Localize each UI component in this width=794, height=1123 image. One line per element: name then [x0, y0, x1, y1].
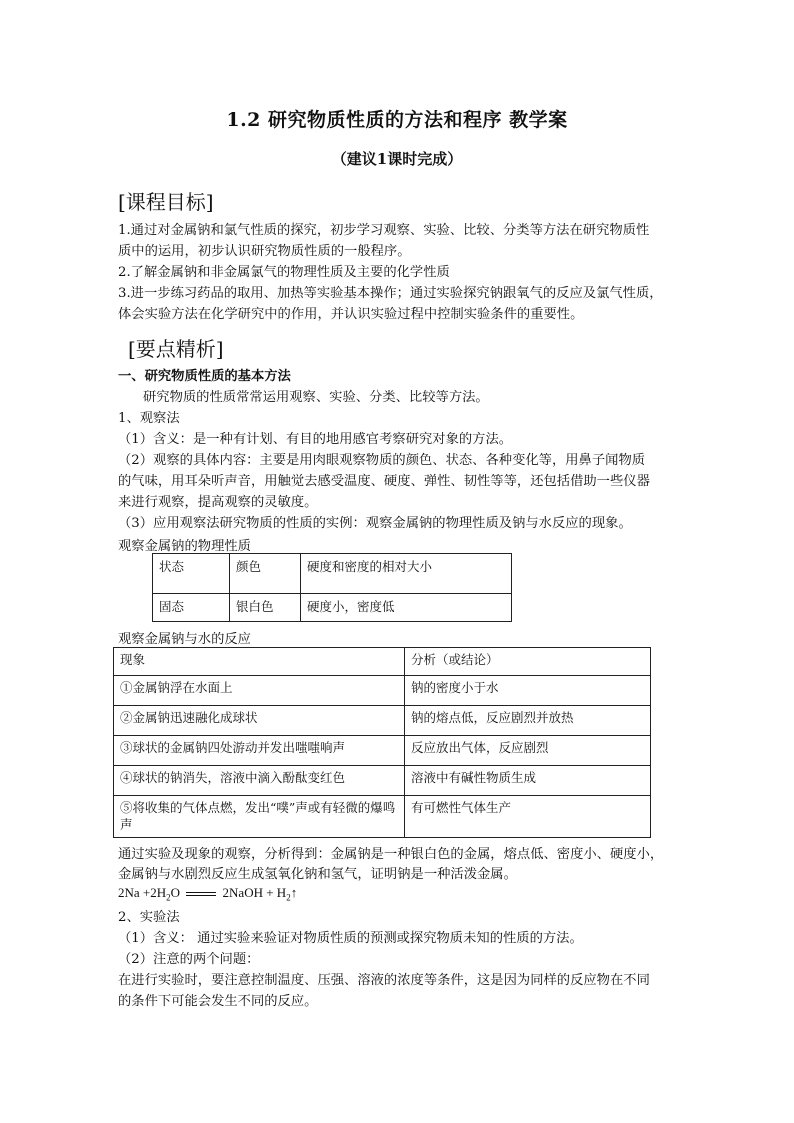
- body-line: （1）含义：是一种有计划、有目的地用感官考察研究对象的方法。: [118, 432, 513, 447]
- body-line: 的条件下可能会发生不同的反应。: [118, 994, 318, 1009]
- table2-caption: 观察金属钠与水的反应: [118, 632, 251, 647]
- gas-arrow-icon: ↑: [290, 885, 298, 900]
- table-cell: ①金属钠浮在水面上: [114, 676, 405, 706]
- page-title: 1.2 研究物质性质的方法和程序 教学案: [226, 109, 568, 131]
- table-header-cell: 状态: [153, 554, 230, 594]
- body-line: 的气味，用耳朵听声音，用触觉去感受温度、硬度、弹性、韧性等等，还包括借助一些仪器: [118, 474, 650, 489]
- body-line: 通过实验及现象的观察，分析得到：金属钠是一种银白色的金属，熔点低、密度小、硬度小，: [118, 847, 664, 862]
- table-header-cell: 分析（或结论）: [405, 648, 651, 676]
- table1-caption: 观察金属钠的物理性质: [118, 539, 251, 554]
- table-cell: ③球状的金属钠四处游动并发出嗤嗤响声: [114, 736, 405, 766]
- equation-left-subscript: 2: [166, 892, 171, 903]
- body-line: （1）含义： 通过实验来验证对物质性质的预测或探究物质未知的性质的方法。: [118, 931, 583, 946]
- equation-equals-sign: [186, 892, 216, 896]
- page-subtitle: （建议1课时完成）: [331, 150, 463, 168]
- goal-line: 3.进一步练习药品的取用、加热等实验基本操作；通过实验探究钠跟氧气的反应及氯气性质，: [118, 286, 663, 301]
- equation-right-subscript: 2: [286, 892, 291, 903]
- table-header-cell: 硬度和密度的相对大小: [301, 554, 512, 594]
- table-cell: 银白色: [230, 594, 301, 622]
- equation-left: 2Na +2H: [118, 885, 167, 900]
- goal-line: 体会实验方法在化学研究中的作用，并认识实验过程中控制实验条件的重要性。: [118, 307, 584, 322]
- table-cell: 有可燃性气体生产: [405, 796, 651, 838]
- body-line: （2）注意的两个问题：: [118, 952, 260, 967]
- body-line: 2、实验法: [118, 910, 180, 925]
- body-line: （2）观察的具体内容：主要是用肉眼观察物质的颜色、状态、各种变化等，用鼻子闻物质: [118, 453, 646, 468]
- part1-heading: 一、研究物质性质的基本方法: [118, 369, 291, 384]
- table-cell: ④球状的钠消失，溶液中滴入酚酞变红色: [114, 766, 405, 796]
- body-line: 在进行实验时，要注意控制温度、压强、溶液的浓度等条件，这是因为同样的反应物在不同: [118, 973, 650, 988]
- body-line: （3）应用观察法研究物质的性质的实例：观察金属钠的物理性质及钠与水反应的现象。: [118, 516, 632, 531]
- body-line: 研究物质的性质常常运用观察、实验、分类、比较等方法。: [143, 390, 489, 405]
- section-heading-goals: [课程目标]: [118, 190, 214, 214]
- sodium-physical-table: [152, 553, 512, 622]
- goal-line: 1.通过对金属钠和氯气性质的探究，初步学习观察、实验、比较、分类等方法在研究物质性: [118, 223, 650, 238]
- table-header-cell: 现象: [114, 648, 405, 676]
- body-line: 来进行观察，提高观察的灵敏度。: [118, 495, 318, 510]
- chemical-equation: [118, 885, 297, 903]
- body-line: 金属钠与水剧烈反应生成氢氧化钠和氢气，证明钠是一种活泼金属。: [118, 867, 517, 882]
- table-cell: 钠的熔点低，反应剧烈并放热: [405, 706, 651, 736]
- sodium-water-table: [113, 647, 651, 838]
- goal-line: 2.了解金属钠和非金属氯气的物理性质及主要的化学性质: [118, 265, 450, 280]
- table-cell: 溶液中有碱性物质生成: [405, 766, 651, 796]
- table-cell: 固态: [153, 594, 230, 622]
- body-line: 1、观察法: [118, 411, 180, 426]
- goal-line: 质中的运用，初步认识研究物质性质的一般程序。: [118, 244, 411, 259]
- table-cell: 硬度小，密度低: [301, 594, 512, 622]
- section-heading-points: [要点精析]: [128, 337, 224, 361]
- table-cell: 反应放出气体，反应剧烈: [405, 736, 651, 766]
- table-cell: ⑤将收集的气体点燃，发出“噗”声或有轻微的爆鸣声: [114, 796, 405, 838]
- equation-right: 2NaOH + H: [222, 885, 287, 900]
- table-header-cell: 颜色: [230, 554, 301, 594]
- table-cell: ②金属钠迅速融化成球状: [114, 706, 405, 736]
- table-cell: 钠的密度小于水: [405, 676, 651, 706]
- equation-left-tail: O: [170, 885, 181, 900]
